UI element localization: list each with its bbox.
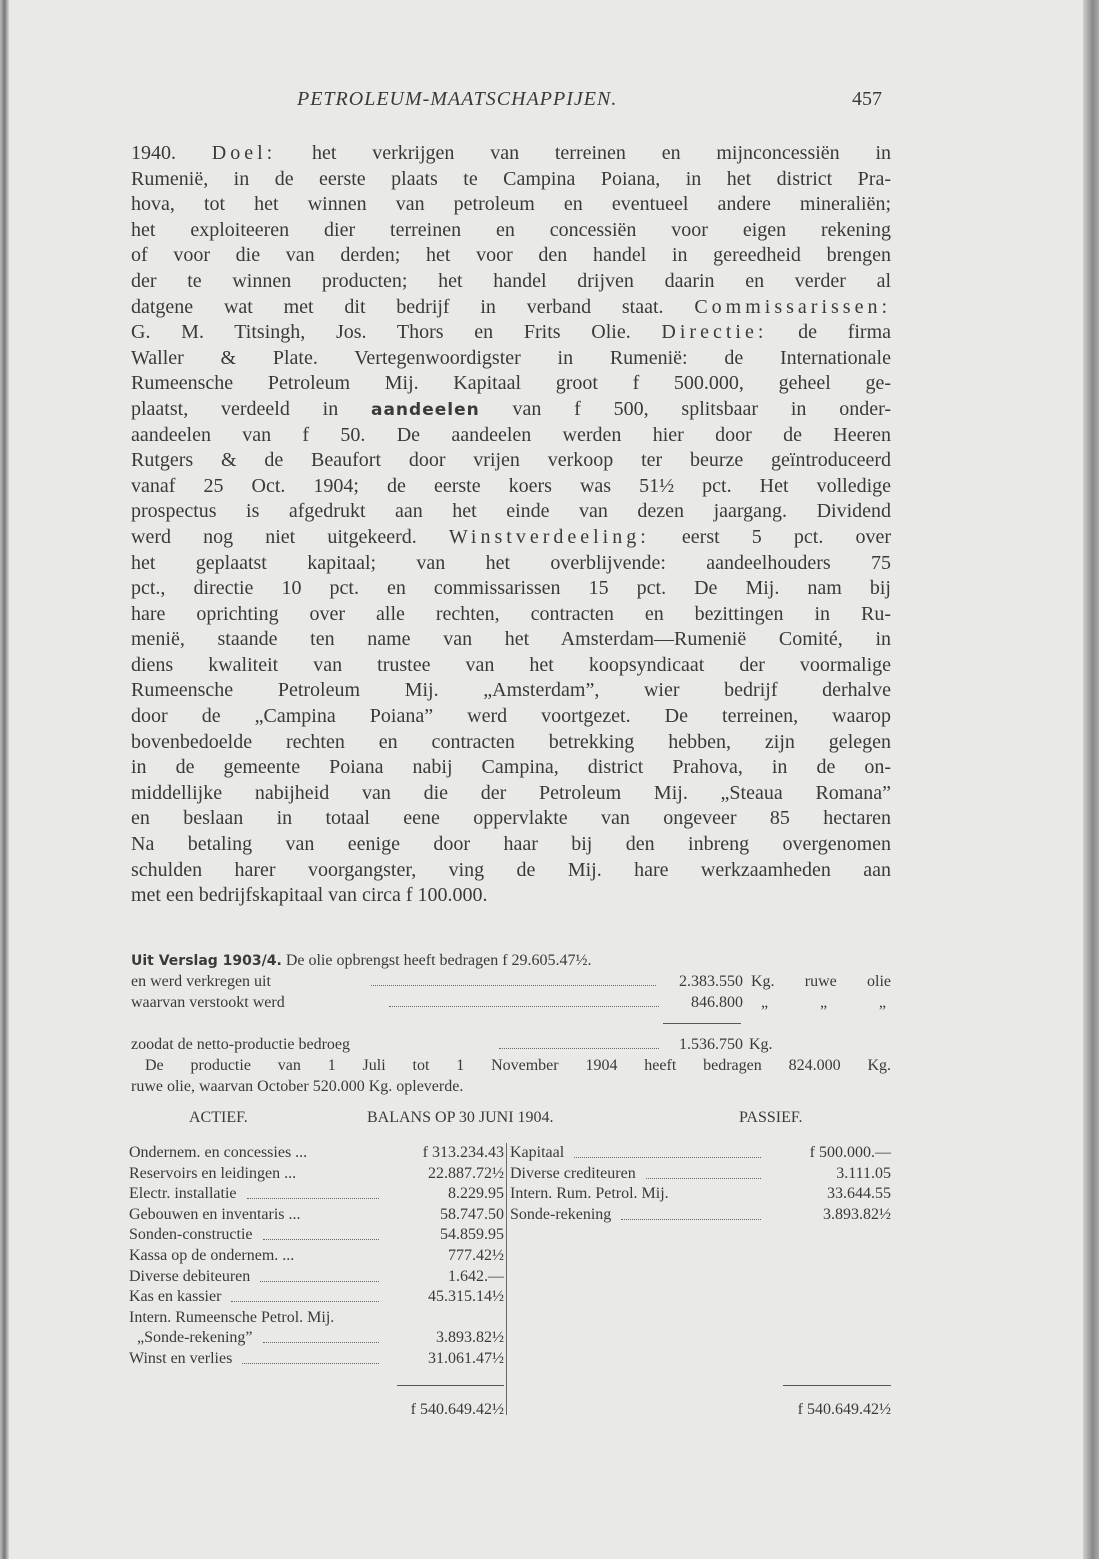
passief-label: Intern. Rum. Petrol. Mij. [510, 1185, 669, 1203]
passief-total: f 540.649.42½ [797, 1401, 891, 1418]
actief-value: 8.229.95 [448, 1185, 504, 1203]
text-line [131, 602, 891, 628]
passief-value: 33.644.55 [827, 1185, 891, 1203]
text-line [131, 551, 891, 577]
text-line [131, 295, 891, 321]
verslag-note: ruwe olie, waarvan October 520.000 Kg. opleverde. [131, 1078, 464, 1095]
passief-sum-rule [783, 1385, 891, 1386]
passief-value: 3.893.82½ [823, 1205, 891, 1223]
text-segment: hare oprichting over alle rechten, contracten en bezittingen in Ru- [131, 602, 891, 625]
text-line [131, 832, 891, 858]
column-divider [506, 1143, 507, 1415]
text-line [131, 525, 891, 551]
actief-value: 1.642.— [448, 1267, 504, 1285]
leader-dots [247, 1184, 379, 1199]
text-segment: G. M. Titsingh, Jos. Thors en Frits Olie. [131, 321, 662, 344]
balance-title: BALANS OP 30 JUNI 1904. [367, 1109, 554, 1126]
text-segment: diens kwaliteit van trustee van het koopsyndicaat der voormalige [131, 653, 891, 676]
bold-term: aandeelen [370, 399, 480, 420]
text-segment: middellijke nabijheid van die der Petroleum Mij. „Steaua Romana” [131, 781, 891, 804]
actief-label: Intern. Rumeensche Petrol. Mij. [129, 1308, 335, 1326]
passief-heading: PASSIEF. [739, 1109, 803, 1126]
text-line [131, 218, 891, 244]
text-segment: het verkrijgen van terreinen en mijnconcessiën in [276, 142, 892, 164]
actief-total: f 540.649.42½ [410, 1401, 504, 1418]
verslag-heading: Uit Verslag 1903/4. [131, 953, 282, 969]
text-line [131, 423, 891, 449]
actief-value: 22.887.72½ [428, 1164, 504, 1182]
text-line [131, 678, 891, 704]
text-line [131, 448, 891, 474]
verslag-rule-row [131, 1013, 891, 1034]
text-segment: menië, staande ten name van het Amsterdam—Rumenië Comité, in [131, 628, 891, 651]
actief-label: Kassa op de ondernem. ... [129, 1247, 295, 1264]
verslag-heading-line [131, 950, 891, 971]
text-segment: werd nog niet uitgekeerd. [131, 525, 449, 548]
text-segment: Na betaling van eenige door haar bij den inbreng overgenomen [131, 833, 891, 856]
text-segment: door de „Campina Poiana” werd voortgezet. De terreinen, waarop [131, 705, 891, 728]
actief-label: Gebouwen en inventaris ... [129, 1205, 301, 1223]
running-title: PETROLEUM-MAATSCHAPPIJEN. [297, 88, 618, 110]
actief-value: 777.42½ [448, 1247, 504, 1264]
leader-dots [389, 992, 659, 1007]
text-segment: Rumeensche Petroleum Mij. Kapitaal groot f 500.000, geheel ge- [131, 372, 891, 395]
text-segment: van f 500, splitsbaar in onder- [479, 397, 891, 420]
text-segment: prospectus is afgedrukt aan het einde van dezen jaargang. Dividend [131, 500, 891, 523]
passief-value: 3.111.05 [836, 1164, 891, 1182]
text-line [131, 883, 891, 909]
text-segment: pct., directie 10 pct. en commissarissen 15 pct. De Mij. nam bij [131, 577, 891, 600]
verslag-label: waarvan verstookt werd [131, 994, 285, 1011]
text-line [131, 858, 891, 884]
text-segment: of voor die van derden; het voor den handel in gereedheid brengen [131, 244, 891, 267]
actief-heading: ACTIEF. [189, 1109, 248, 1126]
leader-dots [646, 1164, 761, 1179]
text-line [131, 576, 891, 602]
leader-dots [621, 1205, 761, 1220]
text-line [131, 806, 891, 832]
actief-value: 31.061.47½ [428, 1350, 504, 1367]
actief-label: Winst en verlies [129, 1350, 233, 1367]
verslag-intro: De olie opbrengst heeft bedragen f 29.605.47½. [285, 952, 592, 969]
page-number: 457 [852, 88, 882, 110]
text-line [131, 371, 891, 397]
text-line [131, 499, 891, 525]
actief-label: „Sonde-rekening” [129, 1329, 253, 1347]
actief-sum-rule [397, 1385, 504, 1386]
page-binding-shadow-left [0, 0, 9, 1559]
verslag-value: 2.383.550 [679, 973, 743, 990]
verslag-section [131, 950, 891, 1097]
verslag-row [131, 1034, 891, 1055]
verslag-row [131, 992, 891, 1013]
leader-dots [260, 1267, 379, 1282]
actief-label: Electr. installatie [129, 1185, 237, 1203]
text-segment: de firma [767, 321, 892, 344]
text-segment: bovenbedoelde rechten en contracten betrekking hebben, zijn gelegen [131, 730, 891, 753]
text-line [131, 320, 891, 346]
passief-value: f 500.000.— [809, 1144, 891, 1161]
text-segment: vanaf 25 Oct. 1904; de eerste koers was 51½ pct. Het volledige [131, 474, 891, 497]
text-segment: 1940. [131, 142, 212, 164]
leader-dots [499, 1034, 659, 1049]
text-segment: met een bedrijfskapitaal van circa f 100.000. [131, 884, 488, 907]
text-line [131, 627, 891, 653]
actief-label: Sonden-constructie [129, 1226, 253, 1244]
actief-label: Ondernem. en concessies ... [129, 1144, 308, 1161]
verslag-unit: „ „ „ [761, 994, 886, 1011]
verslag-unit: Kg. ruwe olie [751, 973, 891, 990]
text-line [131, 704, 891, 730]
leader-dots [263, 1225, 379, 1240]
text-segment: eerst 5 pct. over [649, 525, 891, 548]
actief-value: 3.893.82½ [436, 1329, 504, 1347]
text-line [131, 269, 891, 295]
passief-label: Diverse crediteuren [510, 1164, 636, 1182]
body-text [131, 141, 891, 909]
passief-label: Sonde-rekening [510, 1205, 612, 1223]
verslag-note: De productie van 1 Juli tot 1 November 1904 heeft bedragen 824.000 Kg. [145, 1057, 891, 1074]
sum-rule [663, 1023, 741, 1024]
text-segment: Waller & Plate. Vertegenwoordigster in Rumenië: de Internationale [131, 346, 891, 369]
actief-label: Kas en kassier [129, 1288, 222, 1306]
text-line [131, 474, 891, 500]
text-line [131, 730, 891, 756]
text-segment: schulden harer voorgangster, ving de Mij. hare werkzaamheden aan [131, 858, 891, 881]
text-line [131, 167, 891, 193]
actief-value: 45.315.14½ [428, 1288, 504, 1306]
text-segment: in de gemeente Poiana nabij Campina, district Prahova, in de on- [131, 756, 891, 779]
passief-label: Kapitaal [510, 1144, 565, 1161]
text-line [131, 781, 891, 807]
leader-dots [231, 1287, 379, 1302]
text-line [131, 243, 891, 269]
actief-label: Reservoirs en leidingen ... [129, 1164, 297, 1182]
leader-dots [371, 971, 656, 986]
actief-label: Diverse debiteuren [129, 1267, 251, 1285]
spaced-term: Winstverdeeling: [448, 525, 650, 548]
actief-value: 58.747.50 [440, 1205, 504, 1223]
actief-value: 54.859.95 [440, 1226, 504, 1244]
spaced-term: Commissarissen: [694, 295, 891, 318]
text-segment: plaatst, verdeeld in [131, 397, 371, 420]
text-segment: aandeelen van f 50. De aandeelen werden hier door de Heeren [131, 423, 891, 446]
text-segment: Rutgers & de Beaufort door vrijen verkoop ter beurze geïntroduceerd [131, 449, 891, 472]
spaced-term: Doel: [211, 142, 277, 164]
verslag-value: 846.800 [691, 994, 743, 1011]
text-segment: hova, tot het winnen van petroleum en eventueel andere mineraliën; [131, 193, 891, 216]
text-segment: en beslaan in totaal eene oppervlakte van ongeveer 85 hectaren [131, 807, 891, 830]
actief-value [387, 1308, 504, 1329]
actief-value: f 313.234.43 [422, 1144, 504, 1161]
text-line [131, 141, 891, 167]
text-segment: der te winnen producten; het handel drijven daarin en verder al [131, 269, 891, 292]
text-line [131, 192, 891, 218]
verslag-label: zoodat de netto-productie bedroeg [131, 1036, 351, 1053]
text-line [131, 346, 891, 372]
verslag-value: 1.536.750 [679, 1036, 743, 1053]
text-line [131, 755, 891, 781]
leader-dots [242, 1349, 379, 1364]
text-segment: datgene wat met dit bedrijf in verband staat. [131, 295, 695, 318]
verslag-unit: Kg. [749, 1036, 773, 1053]
spaced-term: Directie: [661, 321, 768, 344]
text-line [131, 653, 891, 679]
text-line [131, 397, 891, 423]
leader-dots [263, 1328, 379, 1343]
leader-dots [574, 1143, 761, 1158]
text-segment: het geplaatst kapitaal; van het overblijvende: aandeelhouders 75 [131, 551, 891, 574]
text-segment: Rumeensche Petroleum Mij. „Amsterdam”, wier bedrijf derhalve [131, 679, 891, 702]
verslag-row [131, 971, 891, 992]
page-binding-shadow-right [1083, 0, 1099, 1559]
verslag-label: en werd verkregen uit [131, 973, 271, 990]
text-segment: het exploiteeren dier terreinen en concessiën voor eigen rekening [131, 218, 891, 241]
text-segment: Rumenië, in de eerste plaats te Campina Poiana, in het district Pra- [131, 167, 891, 190]
